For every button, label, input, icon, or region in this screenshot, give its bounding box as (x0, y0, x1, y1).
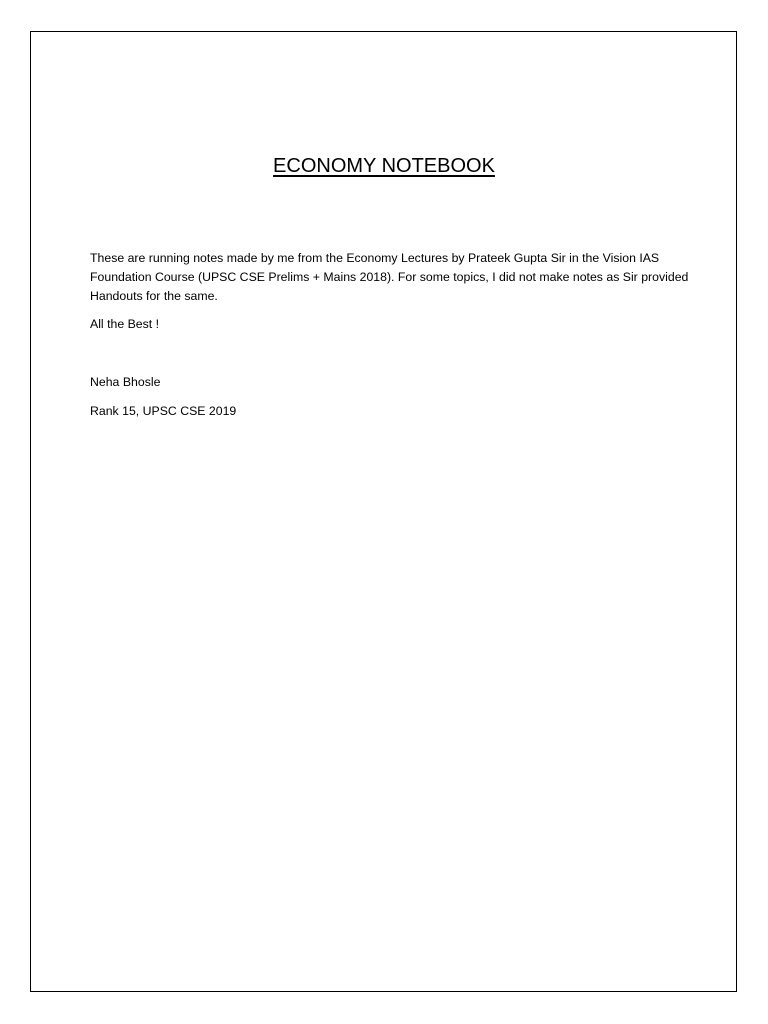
intro-paragraph: These are running notes made by me from the Economy Lectures by Prateek Gupta Sir in the Vision IAS Foundation Course (UPSC CSE Prelims + Mains 2018). For some topics, I did not make notes as Sir provided Handouts for the same. (90, 251, 689, 303)
author-name: Neha Bhosle (90, 375, 161, 389)
author-rank: Rank 15, UPSC CSE 2019 (90, 404, 237, 418)
document-title: ECONOMY NOTEBOOK (273, 155, 495, 177)
closing-line: All the Best ! (90, 317, 160, 331)
